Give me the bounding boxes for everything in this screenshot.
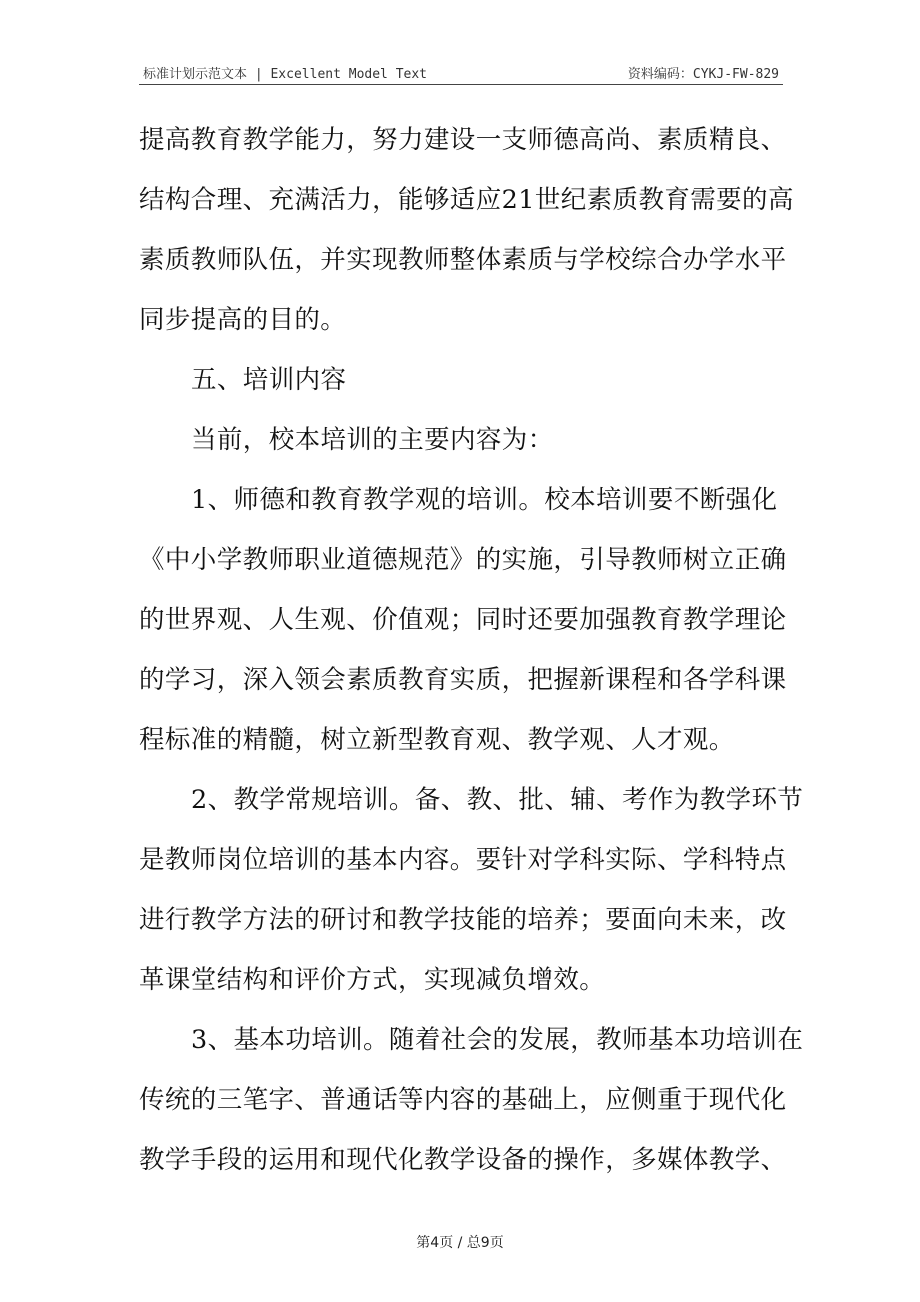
text-line: 革课堂结构和评价方式，实现减负增效。 (139, 965, 606, 995)
text-line: 素质教师队伍，并实现教师整体素质与学校综合办学水平 (139, 245, 787, 275)
text-line: 程标准的精髓，树立新型教育观、教学观、人才观。 (139, 725, 735, 755)
text-line: 结构合理、充满活力，能够适应21世纪素质教育需要的高 (139, 185, 794, 215)
text-line: 同步提高的目的。 (139, 305, 347, 335)
document-code: 资料编码：CYKJ-FW-829 (627, 67, 779, 82)
text-line: 传统的三笔字、普通话等内容的基础上，应侧重于现代化 (139, 1085, 787, 1115)
text-line: 《中小学教师职业道德规范》的实施，引导教师树立正确 (139, 545, 787, 575)
text-line: 是教师岗位培训的基本内容。要针对学科实际、学科特点 (139, 845, 787, 875)
text-line: 的学习，深入领会素质教育实质，把握新课程和各学科课 (139, 665, 787, 695)
text-line: 教学手段的运用和现代化教学设备的操作，多媒体教学、 (139, 1145, 787, 1175)
text-line: 1、师德和教育教学观的培训。校本培训要不断强化 (191, 485, 778, 515)
page-header (139, 58, 783, 85)
page-number: 第4页 / 总9页 (416, 1235, 504, 1251)
text-line: 当前，校本培训的主要内容为： (191, 425, 554, 455)
text-line: 3、基本功培训。随着社会的发展，教师基本功培训在 (191, 1025, 804, 1055)
header-title: 标准计划示范文本 | Excellent Model Text (143, 67, 428, 82)
document-body (139, 118, 804, 1198)
text-line: 进行教学方法的研讨和教学技能的培养；要面向未来，改 (139, 905, 787, 935)
text-line: 2、教学常规培训。备、教、批、辅、考作为教学环节 (191, 785, 804, 815)
text-line: 提高教育教学能力，努力建设一支师德高尚、素质精良、 (139, 125, 787, 155)
text-line: 的世界观、人生观、价值观；同时还要加强教育教学理论 (139, 605, 787, 635)
section-heading: 五、培训内容 (191, 365, 347, 395)
